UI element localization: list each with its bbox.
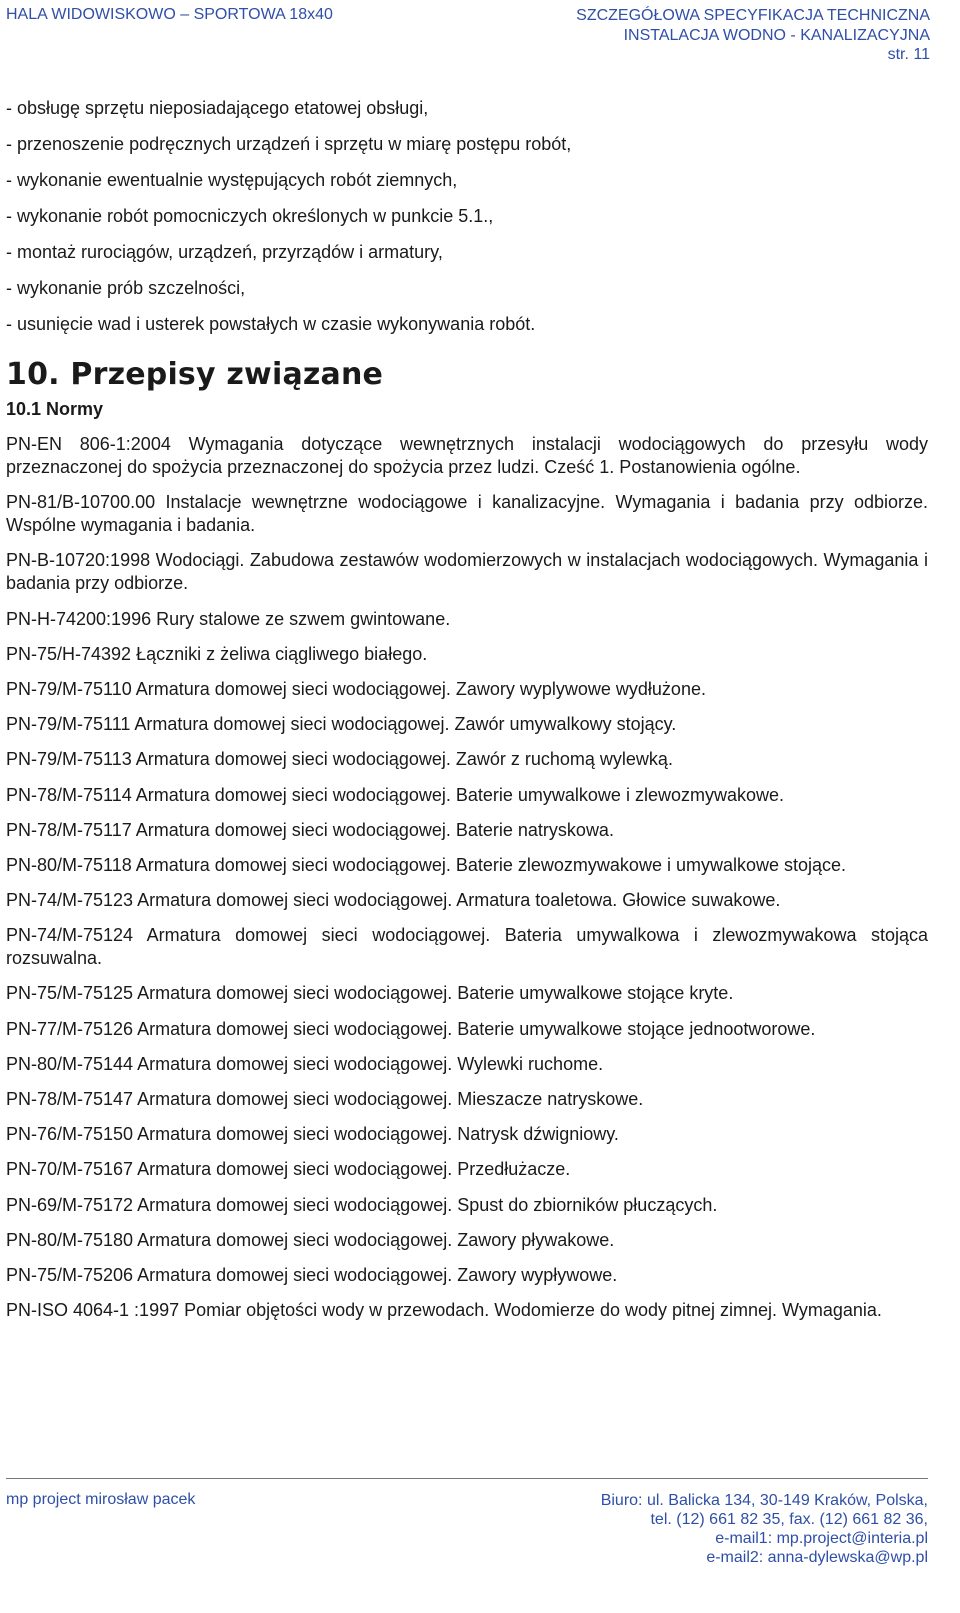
- norms-list: [6, 433, 928, 1322]
- scope-list: [6, 97, 928, 335]
- norm-item: PN-78/M-75147 Armatura domowej sieci wodociągowej. Mieszacze natryskowe.: [6, 1089, 644, 1109]
- norm-item: PN-80/M-75180 Armatura domowej sieci wodociągowej. Zawory pływakowe.: [6, 1229, 615, 1250]
- list-item: - obsługę sprzętu nieposiadającego etatowej obsługi,: [6, 98, 429, 118]
- norm-item: PN-76/M-75150 Armatura domowej sieci wodociągowej. Natrysk dźwigniowy.: [6, 1124, 619, 1145]
- list-item: - montaż rurociągów, urządzeń, przyrządów i armatury,: [6, 242, 443, 262]
- norm-item: PN-ISO 4064-1 :1997 Pomiar objętości wody w przewodach. Wodomierze do wody pitnej zimnej. Wymagania.: [6, 1300, 882, 1321]
- norm-item: PN-74/M-75123 Armatura domowej sieci wodociągowej. Armatura toaletowa. Głowice suwakowe.: [6, 890, 781, 911]
- list-item: - wykonanie prób szczelności,: [6, 278, 246, 298]
- installation-title: INSTALACJA WODNO - KANALIZACYJNA: [623, 26, 930, 44]
- list-item: - przenoszenie podręcznych urządzeń i sprzętu w miarę postępu robót,: [6, 134, 572, 154]
- norm-item: PN-H-74200:1996 Rury stalowe ze szwem gwintowane.: [6, 608, 451, 629]
- norm-item: PN-77/M-75126 Armatura domowej sieci wodociągowej. Baterie umywalkowe stojące jednootworowe.: [6, 1018, 816, 1039]
- list-item: - wykonanie ewentualnie występujących robót ziemnych,: [6, 170, 458, 190]
- norm-item: PN-79/M-75110 Armatura domowej sieci wodociągowej. Zawory wyplywowe wydłużone.: [6, 678, 706, 699]
- page-header: [6, 6, 930, 68]
- list-item: - wykonanie robót pomocniczych określonych w punkcie 5.1.,: [6, 206, 494, 226]
- project-title: HALA WIDOWISKOWO – SPORTOWA 18x40: [6, 6, 333, 23]
- norm-item: PN-75/M-75206 Armatura domowej sieci wodociągowej. Zawory wypływowe.: [6, 1264, 618, 1285]
- norm-item: PN-69/M-75172 Armatura domowej sieci wodociągowej. Spust do zbiorników płuczących.: [6, 1194, 718, 1215]
- norm-item: PN-78/M-75117 Armatura domowej sieci wodociągowej. Baterie natryskowa.: [6, 819, 614, 840]
- subsection-heading: 10.1 Normy: [6, 399, 104, 419]
- norm-item: PN-81/B-10700.00 Instalacje wewnętrzne wodociągowe i kanalizacyjne. Wymagania i badania przy odbiorze. Wspólne wymagania i badania.: [6, 492, 928, 536]
- contact-block: [601, 1491, 928, 1567]
- page-content: [6, 97, 928, 1334]
- company-name: mp project mirosław pacek: [6, 1491, 196, 1508]
- office-address: Biuro: ul. Balicka 134, 30-149 Kraków, Polska,: [600, 1492, 928, 1509]
- norm-item: PN-79/M-75113 Armatura domowej sieci wodociągowej. Zawór z ruchomą wylewką.: [6, 749, 673, 770]
- email-2: e-mail2: anna-dylewska@wp.pl: [706, 1549, 928, 1566]
- specification-title: SZCZEGÓŁOWA SPECYFIKACJA TECHNICZNA: [576, 7, 930, 24]
- norm-item: PN-79/M-75111 Armatura domowej sieci wodociągowej. Zawór umywalkowy stojący.: [6, 714, 677, 735]
- list-item: - usunięcie wad i usterek powstałych w czasie wykonywania robót.: [6, 314, 536, 334]
- norm-item: PN-70/M-75167 Armatura domowej sieci wodociągowej. Przedłużacze.: [6, 1159, 571, 1180]
- norm-item: PN-78/M-75114 Armatura domowej sieci wodociągowej. Baterie umywalkowe i zlewozmywakowe.: [6, 784, 784, 805]
- norm-item: PN-B-10720:1998 Wodociągi. Zabudowa zestawów wodomierzowych w instalacjach wodociągowych. Wymagania i badania przy odbiorze.: [6, 550, 928, 594]
- norm-item: PN-80/M-75144 Armatura domowej sieci wodociągowej. Wylewki ruchome.: [6, 1053, 604, 1074]
- section-heading: 10. Przepisy związane: [6, 357, 384, 392]
- norm-item: PN-74/M-75124 Armatura domowej sieci wodociągowej. Bateria umywalkowa i zlewozmywakowa stojąca rozsuwalna.: [6, 925, 928, 969]
- norm-item: PN-EN 806-1:2004 Wymagania dotyczące wewnętrznych instalacji wodociągowych do przesyłu wody przeznaczonej do spożycia przeznaczonej do spożycia przez ludzi. Cześć 1. Postanowienia ogólne.: [6, 434, 928, 477]
- phone-fax: tel. (12) 661 82 35, fax. (12) 661 82 36,: [650, 1511, 928, 1528]
- norm-item: PN-75/M-75125 Armatura domowej sieci wodociągowej. Baterie umywalkowe stojące kryte.: [6, 983, 734, 1004]
- email-1: e-mail1: mp.project@interia.pl: [715, 1530, 928, 1547]
- norm-item: PN-75/H-74392 Łączniki z żeliwa ciągliwego białego.: [6, 643, 428, 664]
- footer-divider: [6, 1478, 928, 1479]
- page-number: str. 11: [887, 46, 930, 63]
- norm-item: PN-80/M-75118 Armatura domowej sieci wodociągowej. Baterie zlewozmywakowe i umywalkowe stojące.: [6, 854, 847, 875]
- document-title-block: [576, 6, 930, 65]
